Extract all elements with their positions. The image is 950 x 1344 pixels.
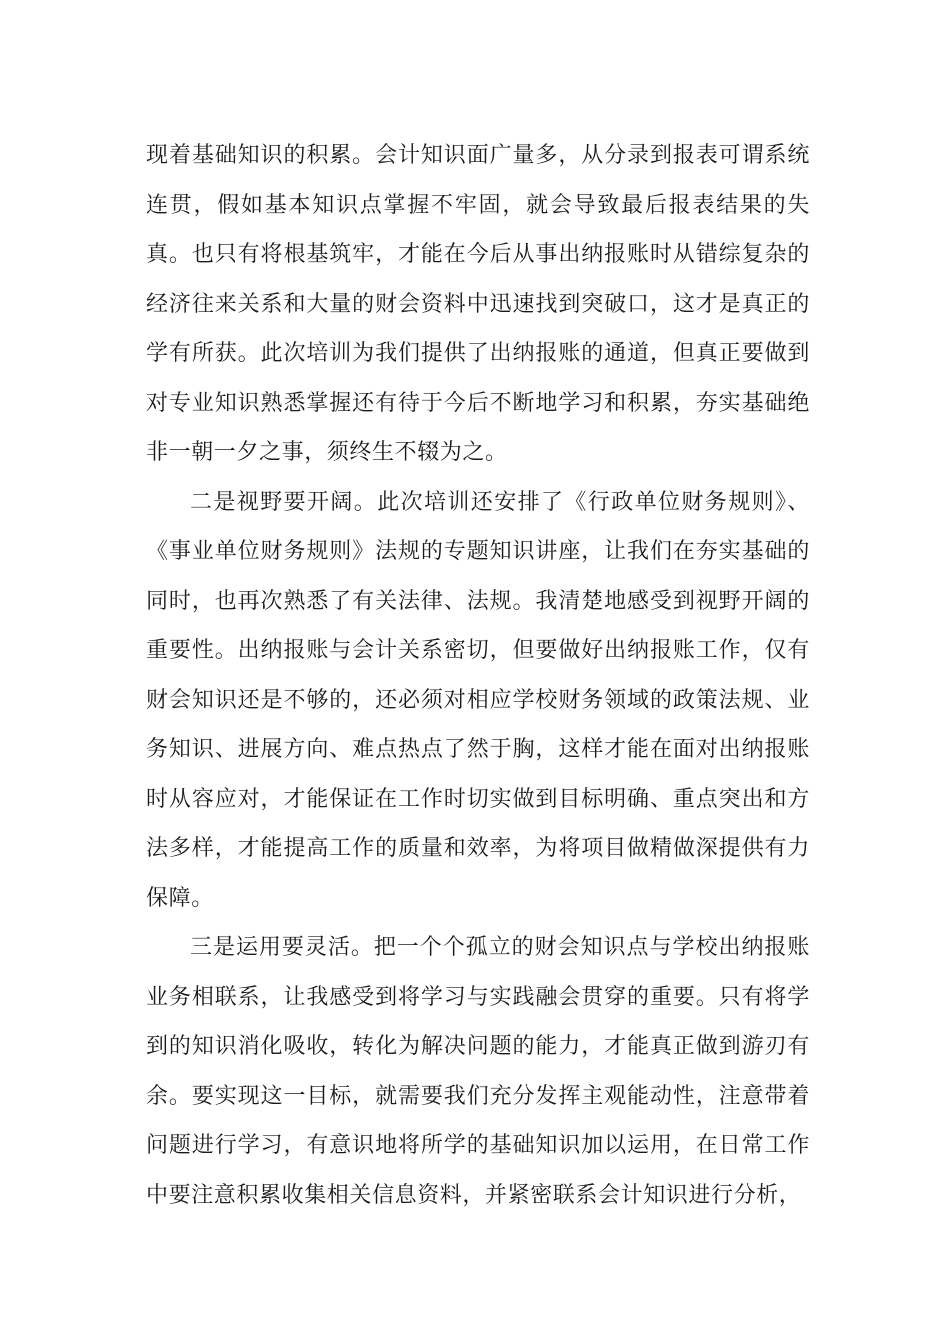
paragraph-foundation-continued: 现着基础知识的积累。会计知识面广量多，从分录到报表可谓系统连贯，假如基本知识点掌握不牢固，就会导致最后报表结果的失真。也只有将根基筑牢，才能在今后从事出纳报账时从错综复杂的经济往来关系和大量的财会资料中迅速找到突破口，这才是真正的学有所获。此次培训为我们提供了出纳报账的通道，但真正要做到对专业知识熟悉掌握还有待于今后不断地学习和积累，夯实基础绝非一朝一夕之事，须终生不辍为之。 [146, 143, 810, 465]
document-body [146, 131, 810, 1220]
paragraph-flexible-application: 三是运用要灵活。把一个个孤立的财会知识点与学校出纳报账业务相联系，让我感受到将学习与实践融会贯穿的重要。只有将学到的知识消化吸收，转化为解决问题的能力，才能真正做到游刃有余。要实现这一目标，就需要我们充分发挥主观能动性，注意带着问题进行学习，有意识地将所学的基础知识加以运用，在日常工作中要注意积累收集相关信息资料，并紧密联系会计知识进行分析， [146, 935, 810, 1208]
paragraph-broad-vision: 二是视野要开阔。此次培训还安排了《行政单位财务规则》、《事业单位财务规则》法规的专题知识讲座，让我们在夯实基础的同时，也再次熟悉了有关法律、法规。我清楚地感受到视野开阔的重要性。出纳报账与会计关系密切，但要做好出纳报账工作，仅有财会知识还是不够的，还必须对相应学校财务领域的政策法规、业务知识、进展方向、难点热点了然于胸，这样才能在面对出纳报账时从容应对，才能保证在工作时切实做到目标明确、重点突出和方法多样，才能提高工作的质量和效率，为将项目做精做深提供有力保障。 [146, 489, 810, 911]
